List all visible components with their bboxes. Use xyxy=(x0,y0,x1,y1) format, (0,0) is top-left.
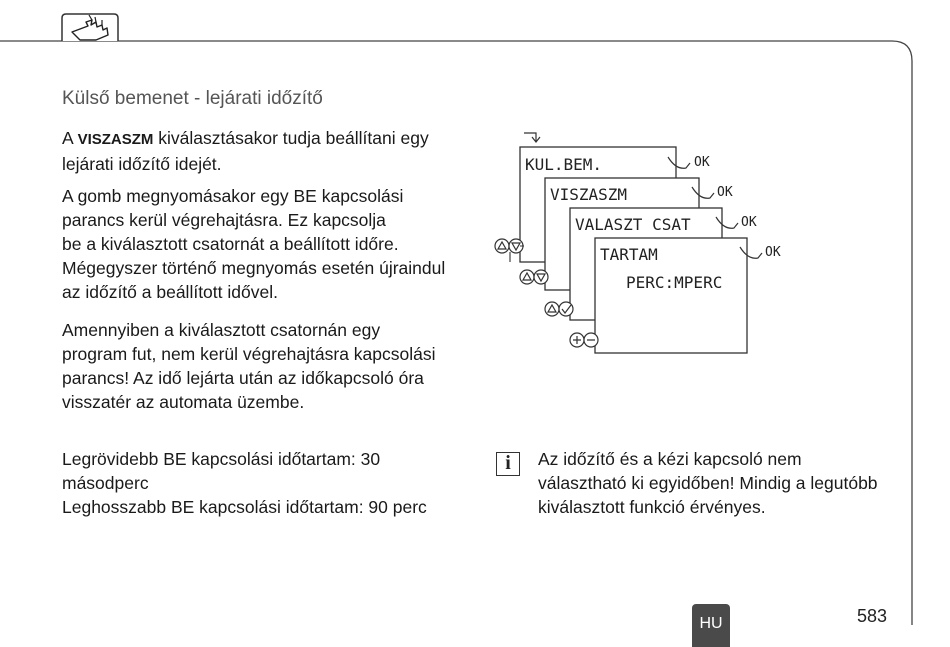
ok-label: OK xyxy=(717,185,733,200)
lcd-text-4b: PERC:MPERC xyxy=(626,273,723,292)
duration-line: másodperc xyxy=(62,473,149,493)
page-number: 583 xyxy=(857,606,888,626)
note-block xyxy=(538,447,908,519)
ok-label: OK xyxy=(741,215,757,230)
lcd-text-3: VALASZT CSAT xyxy=(575,215,691,234)
lcd-text-4: TARTAM xyxy=(600,245,658,264)
duration-line: Legrövidebb BE kapcsolási időtartam: 30 xyxy=(62,449,381,469)
para3-line: Amennyiben a kiválasztott csatornán egy xyxy=(62,320,381,340)
para2-line: be a kiválasztott csatornát a beállított időre. xyxy=(62,234,399,254)
language-badge: HU xyxy=(692,604,730,647)
ok-label: OK xyxy=(694,155,710,170)
intro-line2: lejárati időzítő idejét. xyxy=(62,154,222,174)
intro-line1: kiválasztásakor tudja beállítani egy xyxy=(153,128,429,148)
page-title: Külső bemenet - lejárati időzítő xyxy=(62,88,323,109)
up-check-buttons-icon xyxy=(545,302,573,316)
up-down-buttons-icon xyxy=(495,239,523,253)
para2-line: A gomb megnyomásakor egy BE kapcsolási xyxy=(62,186,404,206)
para2-line: az időzítő a beállított idővel. xyxy=(62,282,278,302)
entry-arrow-icon xyxy=(524,133,540,142)
para3-line: program fut, nem kerül végrehajtásra kapcsolási xyxy=(62,344,436,364)
up-down-buttons-icon xyxy=(520,270,548,284)
ok-label: OK xyxy=(765,245,781,260)
intro-keyword: VISZASZM xyxy=(77,131,154,148)
info-icon: i xyxy=(496,452,520,476)
para3-line: visszatér az automata üzembe. xyxy=(62,392,305,412)
para2-line: Mégegyszer történő megnyomás esetén újraindul xyxy=(62,258,446,278)
lcd-text-1: KUL.BEM. xyxy=(525,155,603,174)
para2-line: parancs kerül végrehajtásra. Ez kapcsolja xyxy=(62,210,386,230)
lcd-text-2: VISZASZM xyxy=(550,185,628,204)
note-line: Az időzítő és a kézi kapcsoló nem xyxy=(538,449,802,469)
note-line: kiválasztott funkció érvényes. xyxy=(538,497,766,517)
intro-prefix: A xyxy=(62,128,78,148)
note-line: választható ki egyidőben! Mindig a legutóbb xyxy=(538,473,878,493)
plus-minus-buttons-icon xyxy=(570,333,598,347)
duration-line: Leghosszabb BE kapcsolási időtartam: 90 perc xyxy=(62,497,427,517)
para3-line: parancs! Az idő lejárta után az időkapcsoló óra xyxy=(62,368,424,388)
